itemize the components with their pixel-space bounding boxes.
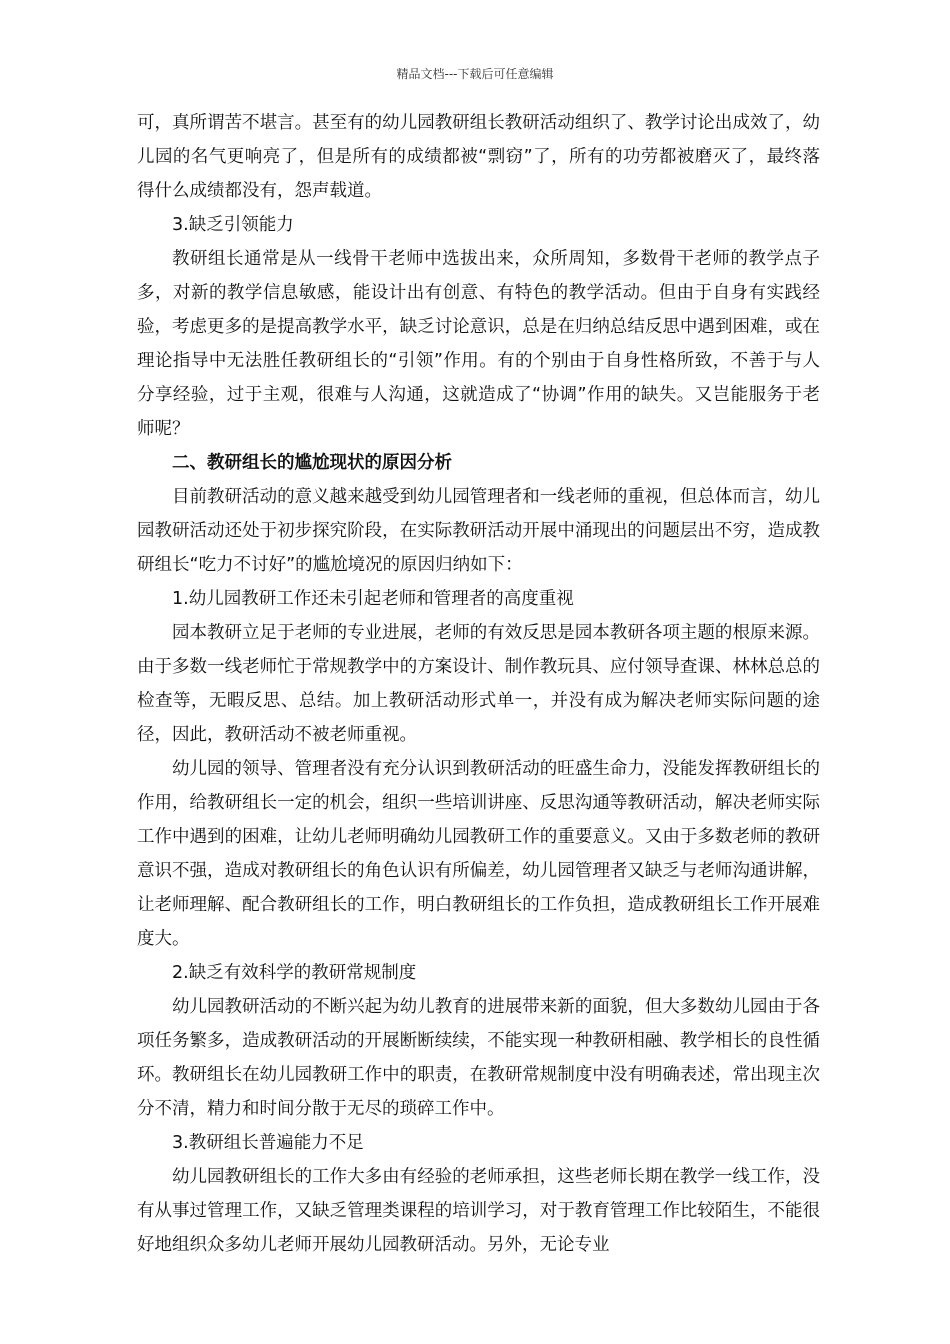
paragraph-reasons-intro: 目前教研活动的意义越来越受到幼儿园管理者和一线老师的重视，但总体而言，幼儿园教研活动还处于初步探究阶段，在实际教研活动开展中涌现出的问题层出不穷，造成教研组长“吃力不讨好”的尴尬境况的原因归纳如下： [137, 487, 820, 575]
paragraph-continued: 可，真所谓苦不堪言。甚至有的幼儿园教研组长教研活动组织了、教学讨论出成效了，幼儿园的名气更响亮了，但是所有的成绩都被“剽窃”了，所有的功劳都被磨灭了，最终落得什么成绩都没有，怨声载道。 [137, 113, 820, 201]
paragraph-ability: 幼儿园教研组长的工作大多由有经验的老师承担，这些老师长期在教学一线工作，没有从事过管理工作，又缺乏管理类课程的培训学习，对于教育管理工作比较陌生，不能很好地组织众多幼儿老师开展幼儿园教研活动。另外，无论专业 [137, 1167, 820, 1255]
document-body [137, 106, 820, 1262]
paragraph-system: 幼儿园教研活动的不断兴起为幼儿教育的进展带来新的面貌，但大多数幼儿园由于各项任务繁多，造成教研活动的开展断断续续，不能实现一种教研相融、教学相长的良性循环。教研组长在幼儿园教研工作中的职责，在教研常规制度中没有明确表述，常出现主次分不清，精力和时间分散于无尽的琐碎工作中。 [137, 997, 820, 1119]
paragraph-leading-ability: 教研组长通常是从一线骨干老师中选拔出来，众所周知，多数骨干老师的教学点子多，对新的教学信息敏感，能设计出有创意、有特色的教学活动。但由于自身有实践经验，考虑更多的是提高教学水平，缺乏讨论意识，总是在归纳总结反思中遇到困难，或在理论指导中无法胜任教研组长的“引领”作用。有的个别由于自身性格所致，不善于与人分享经验，过于主观，很难与人沟通，这就造成了“协调”作用的缺失。又岂能服务于老师呢？ [137, 249, 820, 439]
paragraph-teacher-reflection: 园本教研立足于老师的专业进展，老师的有效反思是园本教研各项主题的根原来源。由于多数一线老师忙于常规教学中的方案设计、制作教玩具、应付领导查课、林林总总的检查等，无暇反思、总结。加上教研活动形式单一，并没有成为解决老师实际问题的途径，因此，教研活动不被老师重视。 [137, 623, 820, 745]
subheading-no-system: 2.缺乏有效科学的教研常规制度 [172, 963, 417, 983]
section-heading-reasons: 二、教研组长的尴尬现状的原因分析 [172, 453, 452, 473]
subheading-lack-leading-ability: 3.缺乏引领能力 [172, 215, 294, 235]
subheading-not-valued: 1.幼儿园教研工作还未引起老师和管理者的高度重视 [172, 589, 574, 609]
page-header: 精品文档---下载后可任意编辑 [396, 67, 554, 81]
subheading-low-ability: 3.教研组长普遍能力不足 [172, 1133, 364, 1153]
paragraph-management: 幼儿园的领导、管理者没有充分认识到教研活动的旺盛生命力，没能发挥教研组长的作用，给教研组长一定的机会，组织一些培训讲座、反思沟通等教研活动，解决老师实际工作中遇到的困难，让幼儿老师明确幼儿园教研工作的重要意义。又由于多数老师的教研意识不强，造成对教研组长的角色认识有所偏差，幼儿园管理者又缺乏与老师沟通讲解，让老师理解、配合教研组长的工作，明白教研组长的工作负担，造成教研组长工作开展难度大。 [137, 759, 820, 949]
